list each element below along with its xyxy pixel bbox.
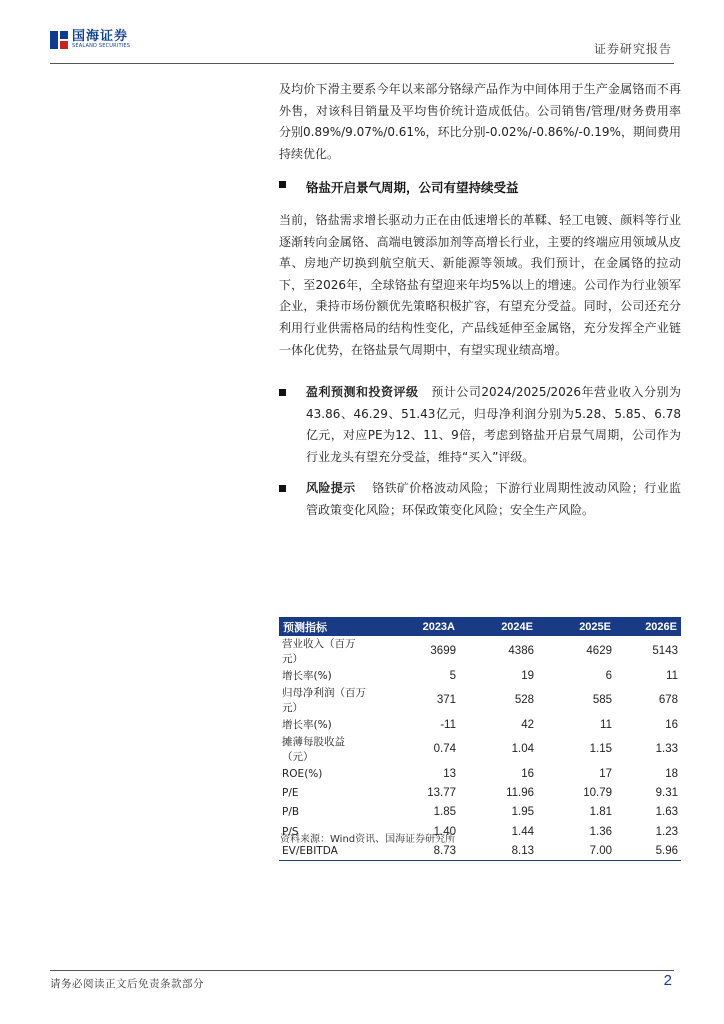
table-cell: 17 <box>599 767 612 780</box>
table-row <box>279 666 681 685</box>
table-cell: 8.73 <box>374 841 459 861</box>
table-cell: 7.00 <box>537 841 615 861</box>
table-cell: 1.81 <box>589 806 612 819</box>
intro-paragraph: 及均价下滑主要系今年以来部分铬绿产品作为中间体用于生产金属铬而不再外售，对该科目销量及平均售价统计造成低估。公司销售/管理/财务费用率分别0.89%/9.07%/0.61%，环比分别-0.02%/-0.86%/-0.19%，期间费用持续优化。 <box>279 82 681 161</box>
bullet-square-icon <box>279 384 289 394</box>
table-cell: 1.15 <box>589 743 612 756</box>
table-header-cell: 预测指标 <box>279 617 374 636</box>
bullet-square-icon <box>279 480 289 490</box>
table-cell: 5 <box>449 669 456 682</box>
logo-name-cn: 国海证券 <box>72 29 129 44</box>
table-cell: 9.31 <box>655 787 678 800</box>
table-cell: 16 <box>521 767 534 780</box>
logo-mark-icon <box>50 31 68 49</box>
table-row <box>279 636 681 666</box>
table-cell: 5.96 <box>615 841 681 861</box>
table-cell: 18 <box>665 767 678 780</box>
table-cell: 1.04 <box>511 743 534 756</box>
table-cell: 19 <box>521 669 534 682</box>
table-cell: 营业收入（百万元） <box>282 638 356 665</box>
table-row <box>279 715 681 734</box>
table-cell: 5143 <box>652 645 678 657</box>
table-cell: 归母净利润（百万元） <box>282 687 366 715</box>
sealand-logo <box>50 30 130 50</box>
table-cell: 摊薄每股收益（元） <box>282 736 345 764</box>
table-cell: ROE(%) <box>282 767 323 780</box>
table-source-note: 资料来源：Wind资讯、国海证券研究所 <box>280 834 456 845</box>
section-heading-chromium-salt-cycle: 铬盐开启景气周期，公司有望持续受益 <box>306 180 519 195</box>
footer-divider <box>50 970 674 971</box>
table-cell: EV/EBITDA <box>279 841 374 861</box>
table-cell: 增长率(%) <box>282 670 332 683</box>
risk-label: 风险提示 <box>306 481 356 495</box>
chromium-salt-paragraph: 当前，铬盐需求增长驱动力正在由低速增长的革鞣、轻工电镀、颜料等行业逐渐转向金属铬、高端电镀添加剂等高增长行业，主要的终端应用领域从皮革、房地产切换到航空航天、新能源等领域。我们预计，在金属铬的拉动下，至2026年，全球铬盐有望迎来年均5%以上的增速。公司作为行业领军企业，秉持市场份额优先策略积极扩容，有望充分受益。同时，公司还充分利用行业供需格局的结构性变化，产品线延伸至金属铬，充分发挥全产业链一体化优势，在铬盐景气周期中，有望实现业绩高增。 <box>279 213 681 357</box>
table-cell: 1.63 <box>655 806 678 819</box>
table-header-cell: 2023A <box>374 617 459 636</box>
table-cell: 增长率(%) <box>282 719 332 732</box>
page-number: 2 <box>663 972 672 989</box>
table-cell: 1.44 <box>511 825 534 838</box>
table-cell: 6 <box>605 669 612 682</box>
table-cell: P/E <box>282 787 299 800</box>
table-cell: 371 <box>436 694 456 707</box>
table-header-cell: 2026E <box>615 617 681 636</box>
forecast-label: 盈利预测和投资评级 <box>306 385 419 399</box>
table-cell: 528 <box>514 694 534 707</box>
table-cell: 10.79 <box>583 787 612 800</box>
table-row <box>279 685 681 715</box>
table-row <box>279 784 681 803</box>
table-cell: 1.95 <box>511 806 534 819</box>
table-cell: 1.40 <box>433 825 456 838</box>
risk-body: 铬铁矿价格波动风险；下游行业周期性波动风险；行业监管政策变化风险；环保政策变化风险；安全生产风险。 <box>306 481 681 517</box>
table-cell: 11 <box>666 669 678 682</box>
table-cell: 13 <box>443 767 456 780</box>
table-cell: P/S <box>282 825 299 838</box>
risk-paragraph <box>306 478 681 521</box>
table-header-cell: 2025E <box>537 617 615 636</box>
table-cell: 4629 <box>586 645 612 657</box>
table-cell: 0.74 <box>433 743 456 756</box>
table-cell: 16 <box>665 718 678 731</box>
table-cell: 678 <box>658 694 678 707</box>
table-row <box>279 734 681 764</box>
table-cell: 11.96 <box>506 787 534 800</box>
page-header <box>0 0 724 64</box>
table-header-cell: 2024E <box>459 617 537 636</box>
forecast-paragraph <box>306 382 681 468</box>
header-divider <box>50 63 674 64</box>
table-cell: 42 <box>521 718 534 731</box>
forecast-body: 预计公司2024/2025/2026年营业收入分别为43.86、46.29、51.43亿元，归母净利润分别为5.28、5.85、6.78亿元，对应PE为12、11、9倍，考虑到铬盐开启景气周期，公司作为行业龙头有望充分受益，维持“买入”评级。 <box>306 385 681 464</box>
table-header-row <box>279 617 681 636</box>
footer-disclaimer: 请务必阅读正文后免责条款部分 <box>50 978 204 990</box>
table-cell: 1.36 <box>589 825 612 838</box>
table-cell: 585 <box>592 694 612 707</box>
table-row <box>279 764 681 783</box>
table-cell: 1.23 <box>655 825 678 838</box>
table-cell: 11 <box>600 718 612 731</box>
table-cell: 13.77 <box>427 787 456 800</box>
logo-name-en: SEALAND SECURITIES <box>72 43 131 49</box>
table-cell: 1.85 <box>433 806 456 819</box>
table-row <box>279 803 681 822</box>
bullet-square-icon <box>279 176 289 186</box>
table-cell: 1.33 <box>655 743 678 756</box>
table-cell: P/B <box>282 806 300 819</box>
table-cell: 8.13 <box>459 841 537 861</box>
table-cell: -11 <box>440 718 456 731</box>
forecast-table <box>279 617 681 861</box>
table-cell: 4386 <box>508 645 534 657</box>
report-type-label: 证券研究报告 <box>593 42 672 56</box>
table-cell: 3699 <box>430 645 456 657</box>
